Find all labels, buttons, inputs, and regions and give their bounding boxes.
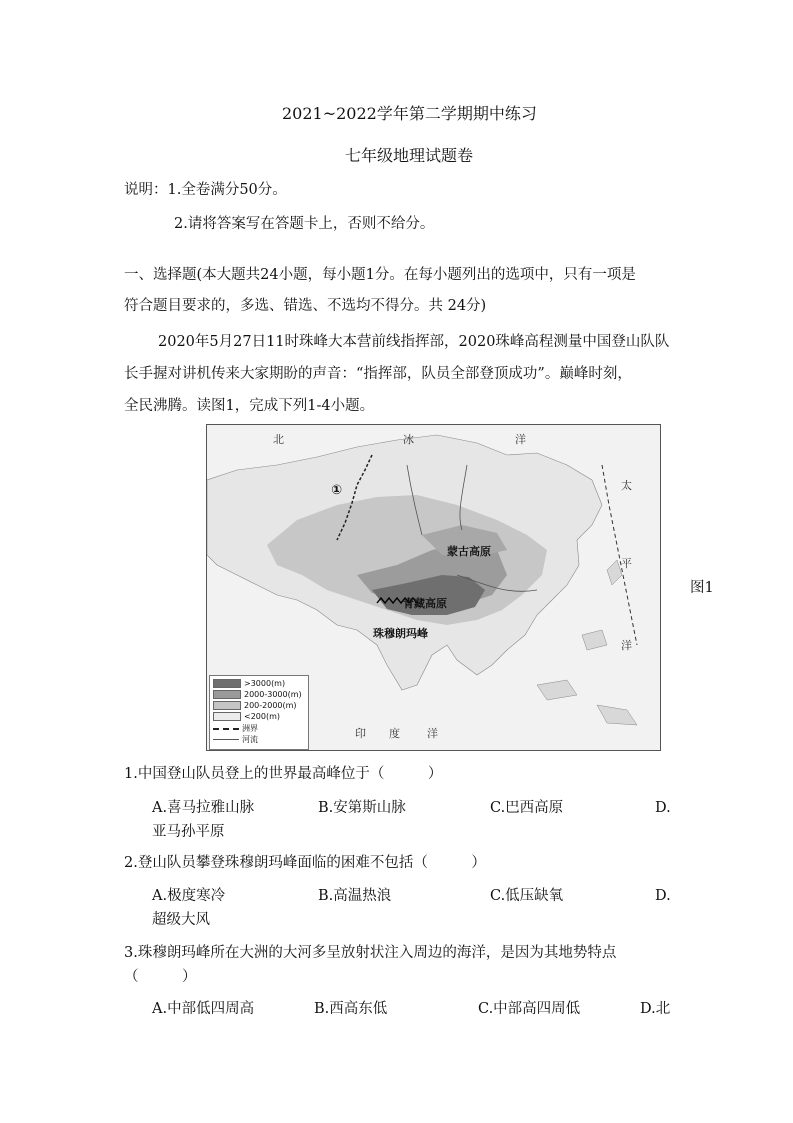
label-yang-bottom: 洋 <box>427 727 438 740</box>
section-heading-line-2: 符合题目要求的，多选、错选、不选均不得分。共 24分) <box>124 298 487 314</box>
label-tai: 太 <box>621 479 632 492</box>
label-yin: 印 <box>355 727 366 740</box>
legend-line-border <box>213 728 239 730</box>
question-1-option-b[interactable]: B.安第斯山脉 <box>318 800 406 816</box>
legend-swatch <box>213 712 241 721</box>
page-subtitle: 七年级地理试题卷 <box>345 146 474 165</box>
label-bing: 冰 <box>403 433 414 446</box>
question-3-stem: 3.珠穆朗玛峰所在大洲的大河多呈放射状注入周边的海洋，是因为其地势特点 <box>124 945 617 961</box>
note-line-1: 说明：1.全卷满分50分。 <box>124 182 287 198</box>
legend-swatch <box>213 679 241 688</box>
legend-item-below-200 <box>213 712 280 721</box>
label-everest: 珠穆朗玛峰 <box>373 627 428 640</box>
page-title: 2021~2022学年第二学期期中练习 <box>282 104 537 123</box>
question-1-option-d-text[interactable]: 亚马孙平原 <box>152 824 225 840</box>
label-ping: 平 <box>621 557 632 570</box>
legend-label: 河流 <box>242 735 258 744</box>
question-2-option-b[interactable]: B.高温热浪 <box>318 888 392 904</box>
legend-item-200-2000 <box>213 701 297 710</box>
note-line-2: 2.请将答案写在答题卡上，否则不给分。 <box>174 216 435 232</box>
legend-label: 2000-3000(m) <box>244 690 302 699</box>
passage-line-2: 长手握对讲机传来大家期盼的声音：“指挥部，队员全部登顶成功”。巅峰时刻， <box>124 366 632 382</box>
section-heading-line-1: 一、选择题(本大题共24小题，每小题1分。在每小题列出的选项中，只有一项是 <box>124 267 636 283</box>
question-1-option-c[interactable]: C.巴西高原 <box>490 800 564 816</box>
label-yang-right: 洋 <box>621 639 632 652</box>
legend-item-border <box>213 724 258 733</box>
legend-label: >3000(m) <box>244 679 286 688</box>
legend-line-river <box>213 739 239 740</box>
marker-1: ① <box>331 483 343 498</box>
legend-item-3000 <box>213 679 285 688</box>
legend-item-river <box>213 735 258 744</box>
question-2-option-a[interactable]: A.极度寒冷 <box>152 888 226 904</box>
question-3-option-a[interactable]: A.中部低四周高 <box>152 1001 255 1017</box>
asia-relief-map <box>206 424 661 751</box>
question-2-option-d[interactable]: D. <box>655 888 671 904</box>
label-du: 度 <box>389 727 400 740</box>
question-2-option-c[interactable]: C.低压缺氧 <box>490 888 564 904</box>
question-3-option-b[interactable]: B.西高东低 <box>314 1001 388 1017</box>
figure-caption: 图1 <box>690 580 714 596</box>
legend-swatch <box>213 701 241 710</box>
question-2-option-d-text[interactable]: 超级大风 <box>152 912 210 928</box>
passage-line-3: 全民沸腾。读图1，完成下列1-4小题。 <box>124 398 375 414</box>
question-2-stem: 2.登山队员攀登珠穆朗玛峰面临的困难不包括（ ） <box>124 855 486 871</box>
label-mongolian-plateau: 蒙古高原 <box>447 545 491 558</box>
question-1-option-d[interactable]: D. <box>655 800 671 816</box>
passage-line-1: 2020年5月27日11时珠峰大本营前线指挥部，2020珠峰高程测量中国登山队队 <box>158 334 670 350</box>
question-1-stem: 1.中国登山队员登上的世界最高峰位于（ ） <box>124 766 443 782</box>
question-1-option-a[interactable]: A.喜马拉雅山脉 <box>152 800 255 816</box>
legend-label: 200-2000(m) <box>244 701 297 710</box>
legend-label: 洲界 <box>242 724 258 733</box>
label-tibetan-plateau: 青藏高原 <box>403 597 447 610</box>
label-yang-top: 洋 <box>515 433 526 446</box>
legend-swatch <box>213 690 241 699</box>
legend-label: <200(m) <box>244 712 281 721</box>
question-3-stem-cont: （ ） <box>124 969 197 985</box>
question-3-option-c[interactable]: C.中部高四周低 <box>478 1001 581 1017</box>
question-3-option-d[interactable]: D.北 <box>640 1001 671 1017</box>
legend-item-2000-3000 <box>213 690 302 699</box>
label-north: 北 <box>273 433 284 446</box>
map-legend <box>209 675 309 750</box>
